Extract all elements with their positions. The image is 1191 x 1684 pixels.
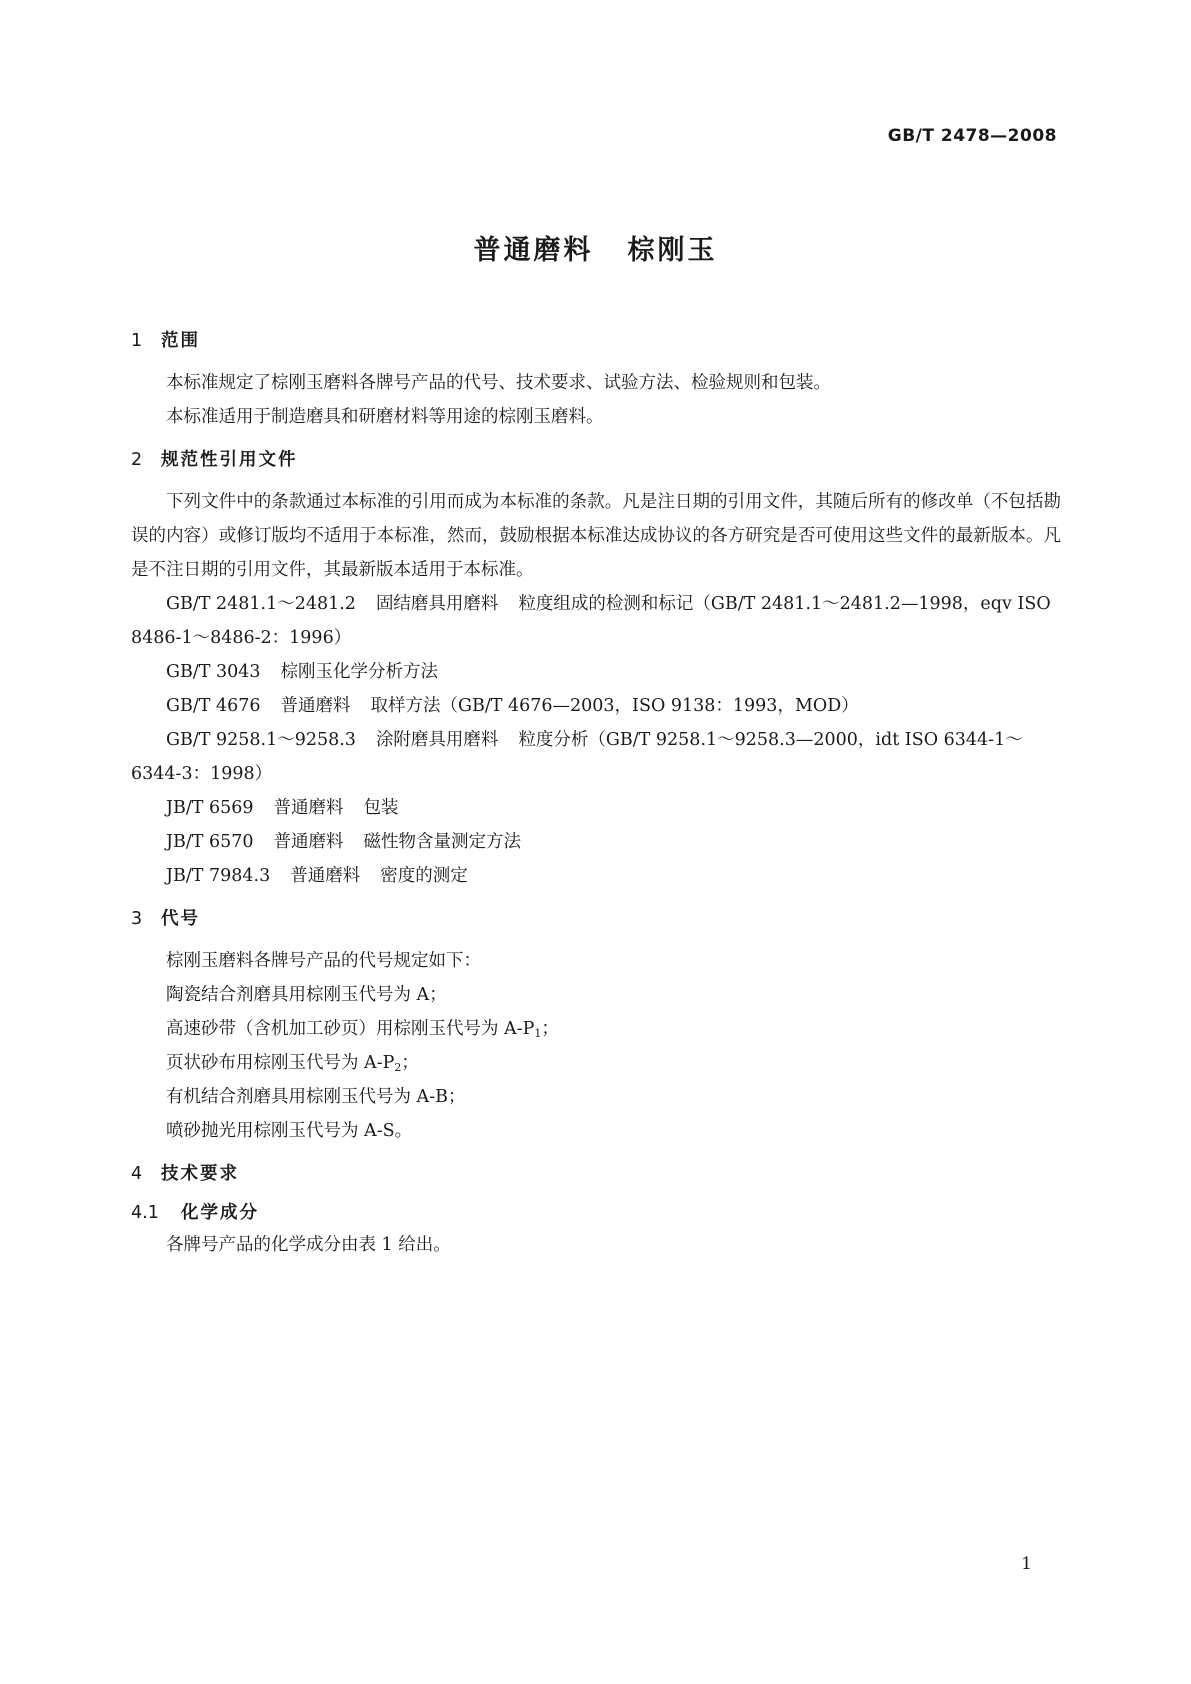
section-title: 规范性引用文件 <box>161 450 298 470</box>
section-title: 范围 <box>161 331 200 351</box>
reference-item <box>131 655 1061 689</box>
code-line: 喷砂抛光用棕刚玉代号为 A-S。 <box>166 1121 413 1141</box>
reference-item <box>131 723 1061 791</box>
title-part-2: 棕刚玉 <box>627 235 718 266</box>
code-text: 高速砂带（含机加工砂页）用棕刚玉代号为 A-P <box>166 1019 535 1039</box>
subsection-4-1-heading <box>131 1199 1061 1224</box>
reference-item <box>131 859 1061 893</box>
section-title: 代号 <box>161 909 200 929</box>
section-number: 4 <box>131 1164 143 1184</box>
subsection-title: 化学成分 <box>181 1203 259 1223</box>
reference-code: JB/T 7984.3 <box>166 866 271 886</box>
section-2-intro: 下列文件中的条款通过本标准的引用而成为本标准的条款。凡是注日期的引用文件，其随后所有的修改单（不包括勘误的内容）或修订版均不适用于本标准，然而，鼓励根据本标准达成协议的各方研究是否可使用这些文件的最新版本。凡是不注日期的引用文件，其最新版本适用于本标准。 <box>131 492 1061 580</box>
code-line <box>131 1012 1061 1046</box>
reference-subtitle: 密度的测定 <box>380 866 468 886</box>
section-1-paragraph-1: 本标准规定了棕刚玉磨料各牌号产品的代号、技术要求、试验方法、检验规则和包装。 <box>166 373 831 393</box>
reference-subtitle: 粒度分析（GB/T 9258.1～9258.3—2000，idt ISO 6344-1～6344-3：1998） <box>131 730 1023 784</box>
section-1-heading <box>131 327 1061 352</box>
reference-code: GB/T 3043 <box>166 662 261 682</box>
standard-number: GB/T 2478—2008 <box>887 126 1057 146</box>
section-2-heading <box>131 446 1061 471</box>
reference-subtitle: 取样方法（GB/T 4676—2003，ISO 9138：1993，MOD） <box>370 696 859 716</box>
reference-item <box>131 791 1061 825</box>
reference-title: 普通磨料 <box>280 696 351 716</box>
reference-item <box>131 825 1061 859</box>
title-part-1: 普通磨料 <box>473 235 594 266</box>
section-1-paragraph-2: 本标准适用于制造磨具和研磨材料等用途的棕刚玉磨料。 <box>166 407 604 427</box>
reference-code: GB/T 4676 <box>166 696 261 716</box>
reference-subtitle: 包装 <box>363 798 399 818</box>
reference-subtitle: 磁性物含量测定方法 <box>363 832 522 852</box>
reference-title: 普通磨料 <box>273 798 344 818</box>
reference-code: JB/T 6570 <box>166 832 254 852</box>
page-number: 1 <box>1021 1554 1032 1574</box>
section-number: 1 <box>131 331 143 351</box>
section-number: 2 <box>131 450 143 470</box>
reference-title: 普通磨料 <box>273 832 344 852</box>
code-text: 页状砂布用棕刚玉代号为 A-P <box>166 1053 395 1073</box>
document-body <box>131 327 1061 1262</box>
subsection-number: 4.1 <box>131 1203 159 1223</box>
subsection-4-1-text: 各牌号产品的化学成分由表 1 给出。 <box>166 1235 451 1255</box>
reference-title: 棕刚玉化学分析方法 <box>280 662 439 682</box>
section-title: 技术要求 <box>161 1164 239 1184</box>
code-punctuation: ； <box>401 1053 419 1073</box>
section-3-heading <box>131 905 1061 930</box>
section-4-heading <box>131 1160 1061 1185</box>
code-line: 有机结合剂磨具用棕刚玉代号为 A-B； <box>166 1087 466 1107</box>
code-punctuation: ； <box>541 1019 559 1039</box>
reference-title: 涂附磨具用磨料 <box>375 730 499 750</box>
reference-code: GB/T 2481.1～2481.2 <box>166 594 356 614</box>
code-line: 陶瓷结合剂磨具用棕刚玉代号为 A； <box>166 985 447 1005</box>
document-title <box>0 228 1191 267</box>
code-line <box>131 1046 1061 1080</box>
code-subscript: 1 <box>534 1027 542 1040</box>
section-3-intro: 棕刚玉磨料各牌号产品的代号规定如下： <box>166 951 481 971</box>
code-subscript: 2 <box>394 1061 402 1074</box>
reference-subtitle: 粒度组成的检测和标记（GB/T 2481.1～2481.2—1998，eqv ISO 8486-1～8486-2：1996） <box>131 594 1051 648</box>
reference-item <box>131 689 1061 723</box>
reference-title: 普通磨料 <box>290 866 361 886</box>
reference-code: GB/T 9258.1～9258.3 <box>166 730 356 750</box>
reference-title: 固结磨具用磨料 <box>375 594 499 614</box>
section-number: 3 <box>131 909 143 929</box>
reference-code: JB/T 6569 <box>166 798 254 818</box>
reference-item <box>131 587 1061 655</box>
